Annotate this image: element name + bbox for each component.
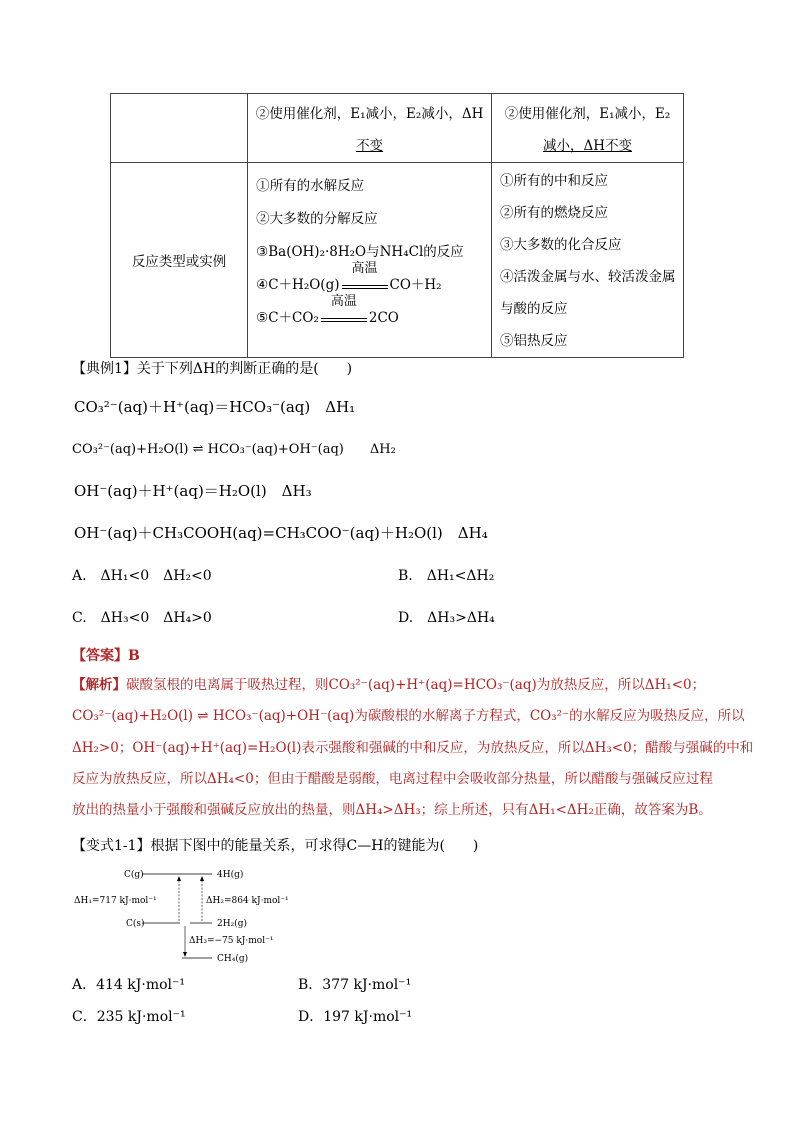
cell-line: ④活泼金属与水、较活泼金属 (500, 269, 676, 285)
equation-2: CO₃²⁻(aq)+H₂O(l) ⇌ HCO₃⁻(aq)+OH⁻(aq) ΔH₂ (72, 442, 396, 457)
option-a: A. ΔH₁<0 ΔH₂<0 (72, 568, 212, 584)
label-4hg: 4H(g) (217, 870, 244, 880)
analysis-line: 放出的热量小于强酸和强碱反应放出的热量，则ΔH₄>ΔH₃；综上所述，只有ΔH₁<ΔH₂正确，故答案为B。 (72, 802, 712, 819)
cell-line: ②所有的燃烧反应 (500, 205, 608, 221)
table-cell (248, 94, 492, 163)
label-cg: C(g) (124, 870, 144, 880)
reaction-comparison-table (110, 93, 684, 358)
equation-3: OH⁻(aq)＋H⁺(aq)＝H₂O(l) ΔH₃ (74, 482, 312, 500)
cell-line (256, 294, 485, 335)
table-cell (248, 163, 492, 358)
label-ch4g: CH₄(g) (217, 954, 249, 964)
cell-line (256, 261, 485, 302)
variant-option-c: C．235 kJ·mol⁻¹ (72, 1009, 186, 1025)
cell-line: ①所有的中和反应 (500, 173, 608, 189)
cell-line: 不变 (356, 138, 384, 154)
variant-option-d: D．197 kJ·mol⁻¹ (298, 1009, 413, 1025)
analysis-line: CO₃²⁻(aq)+H₂O(l) ⇌ HCO₃⁻(aq)+OH⁻(aq)为碳酸根的水解离子方程式，CO₃²⁻的水解反应为吸热反应，所以 (72, 708, 745, 725)
analysis-block (72, 670, 754, 826)
equation-4: OH⁻(aq)＋CH₃COOH(aq)=CH₃COO⁻(aq)＋H₂O(l) ΔH₄ (74, 524, 488, 542)
analysis-line: ΔH₂>0；OH⁻(aq)+H⁺(aq)=H₂O(l)表示强酸和强碱的中和反应，为放热反应，所以ΔH₃<0；醋酸与强碱的中和 (72, 739, 754, 756)
option-d: D. ΔH₃>ΔH₄ (398, 610, 495, 626)
table-row (111, 163, 684, 358)
cell-line: ①所有的水解反应 (256, 178, 365, 194)
answer-line (72, 645, 140, 665)
equation-1: CO₃²⁻(aq)＋H⁺(aq)＝HCO₃⁻(aq) ΔH₁ (74, 398, 356, 416)
answer-value: B (128, 648, 140, 664)
condition-arrow (321, 294, 367, 322)
equation-products: 2CO (368, 310, 399, 326)
cell-line: ②使用催化剂，E₁减小，E₂ (504, 106, 671, 122)
analysis-line: 反应为放热反应，所以ΔH₄<0；但由于醋酸是弱酸，电离过程中会吸收部分热量，所以醋酸与强碱反应过程 (72, 770, 713, 787)
condition-arrow (342, 261, 388, 289)
variant-option-b: B．377 kJ·mol⁻¹ (298, 977, 412, 993)
row-header-cell: 反应类型或实例 (111, 163, 248, 358)
equation-products: CO＋H₂ (389, 277, 442, 293)
condition-label: 高温 (351, 261, 378, 276)
label-cs: C(s) (126, 919, 145, 929)
cell-line: ②大多数的分解反应 (256, 211, 378, 227)
label-dh2: ΔH₂=864 kJ·mol⁻¹ (206, 896, 289, 906)
table-cell (492, 94, 684, 163)
label-2h2g: 2H₂(g) (217, 919, 247, 929)
variant-title: 【变式1-1】根据下图中的能量关系，可求得C—H的键能为( ) (72, 838, 479, 854)
analysis-label: 【解析】 (72, 677, 126, 693)
cell-line: 减小，ΔH不变 (542, 138, 633, 154)
variant-option-a: A．414 kJ·mol⁻¹ (72, 977, 186, 993)
equation-reactants: ④C＋H₂O(g) (256, 277, 340, 293)
analysis-line: 【解析】碳酸氢根的电离属于吸热过程，则CO₃²⁻(aq)+H⁺(aq)=HCO₃⁻(aq)为放热反应，所以ΔH₁<0； (72, 677, 706, 693)
table-cell (492, 163, 684, 358)
cell-line: 与酸的反应 (500, 301, 568, 317)
energy-level-diagram (72, 865, 292, 965)
equation-reactants: ⑤C＋CO₂ (256, 310, 319, 326)
condition-label: 高温 (330, 294, 357, 309)
answer-label: 【答案】 (72, 648, 128, 664)
option-c: C. ΔH₃<0 ΔH₄>0 (72, 610, 212, 626)
cell-line: ⑤铝热反应 (500, 333, 568, 349)
label-dh1: ΔH₁=717 kJ·mol⁻¹ (74, 896, 157, 906)
option-b: B. ΔH₁<ΔH₂ (398, 568, 495, 584)
cell-line: ②使用催化剂，E₁减小，E₂减小，ΔH (255, 106, 484, 122)
cell-line: ③大多数的化合反应 (500, 237, 622, 253)
example-title: 【典例1】关于下列ΔH的判断正确的是( ) (72, 361, 353, 377)
table-row (111, 94, 684, 163)
cell-line: ③Ba(OH)₂·8H₂O与NH₄Cl的反应 (256, 244, 464, 260)
table-cell-empty (111, 94, 248, 163)
label-dh3: ΔH₃=−75 kJ·mol⁻¹ (189, 936, 274, 946)
